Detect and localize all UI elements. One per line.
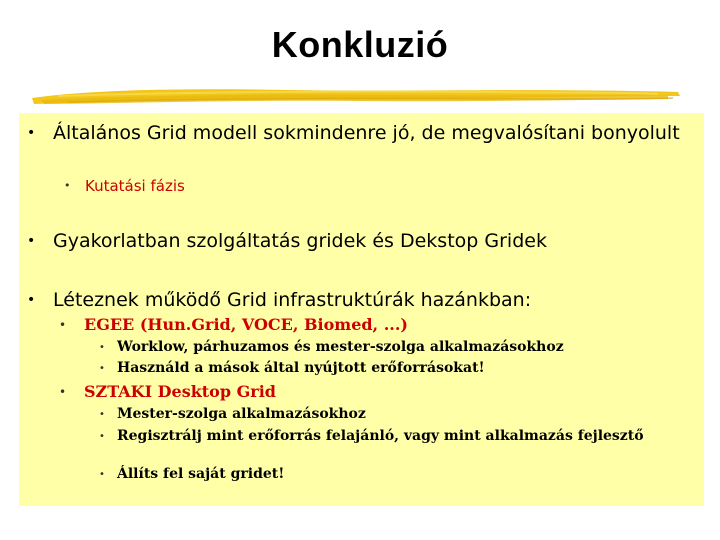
bullet-text: Léteznek működő Grid infrastruktúrák hazánkban: <box>53 289 532 311</box>
bullet-icon: • <box>27 125 36 141</box>
bullet-text: Mester-szolga alkalmazásokhoz <box>117 406 366 422</box>
slide-title: Konkluzió <box>271 24 449 65</box>
bullet-text: Általános Grid modell sokmindenre jó, de megvalósítani bonyolult <box>53 122 680 144</box>
bullet-icon: • <box>59 385 67 399</box>
bullet-icon: • <box>64 179 71 192</box>
title-underline-brushstroke <box>28 82 684 112</box>
bullet-text: Kutatási fázis <box>85 177 185 195</box>
bullet-icon: • <box>59 318 67 332</box>
bullet-icon: • <box>99 431 105 442</box>
bullet-text: EGEE (Hun.Grid, VOCE, Biomed, ...) <box>84 315 408 334</box>
bullet-text: Állíts fel saját gridet! <box>117 466 285 482</box>
bullet-icon: • <box>99 363 105 374</box>
bullet-icon: • <box>99 409 105 420</box>
bullet-text: Regisztrálj mint erőforrás felajánló, vagy mint alkalmazás fejlesztő <box>117 428 644 444</box>
content-panel <box>19 113 704 506</box>
bullet-icon: • <box>27 292 36 308</box>
bullet-text: Használd a mások által nyújtott erőforrásokat! <box>117 360 485 376</box>
bullet-icon: • <box>27 233 36 249</box>
bullet-text: Gyakorlatban szolgáltatás gridek és Dekstop Gridek <box>53 230 547 252</box>
bullet-text: Worklow, párhuzamos és mester-szolga alkalmazásokhoz <box>117 339 564 355</box>
bullet-text: SZTAKI Desktop Grid <box>84 382 276 401</box>
bullet-icon: • <box>99 342 105 353</box>
bullet-icon: • <box>99 469 105 480</box>
